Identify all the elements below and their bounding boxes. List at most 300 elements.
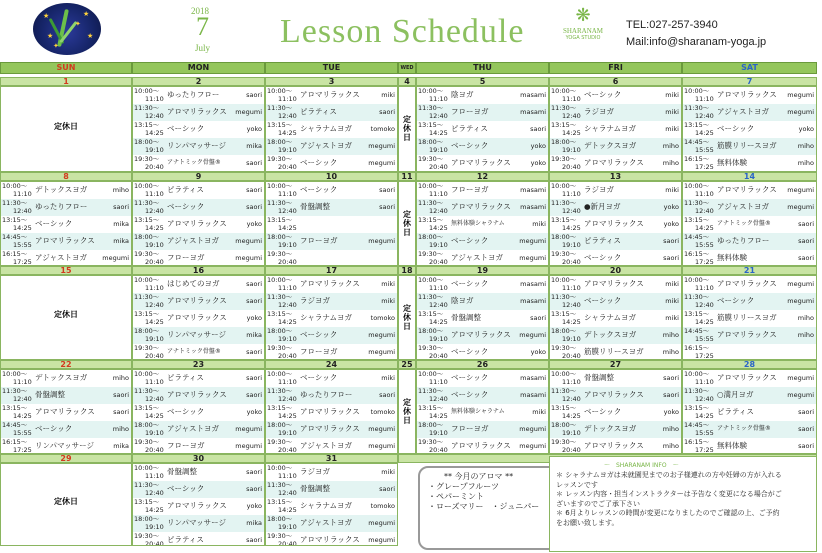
lesson-name: ベーシック: [35, 424, 73, 433]
end-time: 14:25: [278, 506, 297, 514]
lesson-row[interactable]: [1, 216, 131, 233]
end-time: 17:25: [695, 258, 714, 266]
closed-label: 定休日: [54, 497, 78, 507]
start-time: 18:00～: [551, 233, 577, 241]
lesson-name: アロマリラックス: [717, 185, 777, 194]
lesson-row[interactable]: [550, 438, 681, 454]
lesson-row[interactable]: [133, 344, 264, 360]
end-time: 15:55: [13, 429, 32, 437]
day-cell: [549, 369, 682, 454]
lesson-name: アロマリラックス: [451, 330, 511, 339]
instructor: miki: [665, 91, 679, 99]
start-time: 14:45～: [684, 233, 710, 241]
info-note: ＊ シャラナムヨガは未就園児までのお子様連れの方や妊婦の方が入れるレッスンです: [556, 471, 782, 489]
lesson-name: 陰ヨガ: [451, 296, 474, 305]
end-time: 12:40: [13, 395, 32, 403]
lesson-row[interactable]: [266, 370, 397, 387]
end-time: 12:40: [429, 207, 448, 215]
instructor: megumi: [235, 425, 262, 433]
instructor: saori: [246, 186, 262, 194]
lesson-row[interactable]: [266, 138, 397, 155]
end-time: 19:10: [145, 523, 164, 531]
lesson-row[interactable]: [266, 498, 397, 515]
lesson-name: アジャストヨガ: [300, 518, 353, 527]
lesson-row[interactable]: [133, 233, 264, 250]
lesson-row[interactable]: [133, 276, 264, 293]
lesson-row[interactable]: [417, 250, 548, 266]
lesson-row[interactable]: [550, 327, 681, 344]
closed-label: 定休日: [54, 121, 78, 131]
lesson-row[interactable]: [550, 155, 681, 172]
lesson-row[interactable]: [550, 104, 681, 121]
lesson-row[interactable]: [417, 182, 548, 199]
end-time: 11:10: [429, 190, 448, 198]
instructor: miki: [532, 220, 546, 228]
lesson-row[interactable]: [417, 155, 548, 172]
instructor: megumi: [787, 391, 814, 399]
lesson-row[interactable]: [550, 344, 681, 360]
instructor: masami: [520, 280, 546, 288]
end-time: 12:40: [278, 301, 297, 309]
start-time: 18:00～: [267, 233, 293, 241]
info-notes: [556, 471, 782, 528]
day-cell: [0, 86, 132, 172]
lesson-row[interactable]: [266, 404, 397, 421]
end-time: 11:10: [429, 378, 448, 386]
day-cell: [132, 86, 265, 172]
start-time: 18:00～: [134, 327, 160, 335]
instructor: miho: [797, 314, 814, 322]
lesson-row[interactable]: [683, 276, 816, 293]
lesson-row[interactable]: [1, 182, 131, 199]
lesson-row[interactable]: [266, 276, 397, 293]
lesson-row[interactable]: [1, 404, 131, 421]
end-time: 15:55: [695, 429, 714, 437]
lesson-name: アナトミック骨盤®: [167, 348, 221, 355]
start-time: 11:30～: [684, 199, 710, 207]
end-time: 14:25: [562, 129, 581, 137]
lesson-name: アロマリラックス: [584, 158, 644, 167]
lesson-row[interactable]: [1, 387, 131, 404]
lesson-row[interactable]: [133, 498, 264, 515]
lesson-row[interactable]: [133, 87, 264, 104]
closed-label: 定休日: [403, 115, 411, 142]
end-time: 19:10: [278, 146, 297, 154]
instructor: megumi: [368, 348, 395, 356]
date-number: 10: [265, 172, 398, 181]
start-time: 19:30～: [551, 344, 577, 352]
date-number: 3: [265, 77, 398, 86]
instructor: mika: [113, 237, 129, 245]
instructor: saori: [379, 186, 395, 194]
closed-label: 定休日: [403, 398, 411, 425]
lesson-name: アナトミック骨盤®: [717, 220, 771, 227]
start-time: 11:30～: [551, 104, 577, 112]
end-time: 19:10: [278, 241, 297, 249]
instructor: miho: [662, 159, 679, 167]
lesson-row[interactable]: [133, 138, 264, 155]
end-time: 12:40: [562, 112, 581, 120]
end-time: 12:40: [145, 207, 164, 215]
end-time: 14:25: [145, 412, 164, 420]
start-time: 19:30～: [418, 344, 444, 352]
lesson-row[interactable]: [266, 199, 397, 216]
lesson-row[interactable]: [550, 421, 681, 438]
date-number: 6: [549, 77, 682, 86]
lesson-row[interactable]: [683, 233, 816, 250]
end-time: 11:10: [278, 284, 297, 292]
date-number: 16: [132, 266, 265, 275]
lesson-name: 筋膜リリースヨガ: [717, 141, 777, 150]
lesson-row[interactable]: [683, 199, 816, 216]
lesson-name: ベーシック: [300, 330, 338, 339]
start-time: 13:15～: [551, 121, 577, 129]
start-time: 19:30～: [418, 250, 444, 258]
lesson-row[interactable]: [550, 216, 681, 233]
lesson-row[interactable]: [133, 182, 264, 199]
lesson-row[interactable]: [683, 421, 816, 438]
lesson-row[interactable]: [683, 155, 816, 172]
tanabata-logo-icon: ★ ★ ★ ★ ✦ ✦: [33, 3, 101, 55]
lesson-row[interactable]: [550, 310, 681, 327]
lesson-row[interactable]: [417, 87, 548, 104]
lesson-name: デトックスヨガ: [584, 141, 637, 150]
start-time: 13:15～: [267, 498, 293, 506]
lesson-row[interactable]: [683, 293, 816, 310]
lesson-row[interactable]: [133, 464, 264, 481]
day-header-sat: SAT: [682, 62, 817, 74]
start-time: 10:00～: [267, 464, 293, 472]
lesson-name: ベーシック: [167, 124, 205, 133]
lesson-row[interactable]: [683, 250, 816, 266]
lesson-row[interactable]: [417, 121, 548, 138]
lesson-row[interactable]: [417, 344, 548, 360]
lesson-row[interactable]: [417, 233, 548, 250]
instructor: saori: [246, 280, 262, 288]
lesson-row[interactable]: [417, 327, 548, 344]
lesson-name: リンパマッサージ: [167, 141, 227, 150]
start-time: 13:15～: [418, 121, 444, 129]
instructor: mika: [113, 442, 129, 450]
wednesday-closed: [398, 275, 416, 360]
lesson-row[interactable]: [133, 481, 264, 498]
start-time: 13:15～: [134, 310, 160, 318]
day-cell: [132, 463, 265, 546]
lesson-name: フローヨガ: [300, 347, 338, 356]
end-time: 11:10: [562, 378, 581, 386]
end-time: 12:40: [13, 207, 32, 215]
instructor: mika: [113, 220, 129, 228]
lesson-name: フローヨガ: [167, 441, 205, 450]
lesson-row[interactable]: [550, 121, 681, 138]
lesson-row[interactable]: [266, 387, 397, 404]
instructor: yoko: [246, 125, 262, 133]
end-time: 11:10: [278, 472, 297, 480]
instructor: tomoko: [370, 502, 395, 510]
end-time: 20:40: [145, 446, 164, 454]
end-time: 20:40: [562, 352, 581, 360]
lesson-row[interactable]: [417, 199, 548, 216]
instructor: megumi: [787, 108, 814, 116]
lesson-row[interactable]: [266, 310, 397, 327]
instructor: miho: [662, 142, 679, 150]
lesson-row[interactable]: [683, 404, 816, 421]
end-time: 14:25: [145, 129, 164, 137]
date-number: 30: [132, 454, 265, 463]
lesson-row[interactable]: [266, 182, 397, 199]
start-time: 13:15～: [134, 498, 160, 506]
lesson-row[interactable]: [683, 438, 816, 454]
lesson-row[interactable]: [1, 250, 131, 266]
date-number: 11: [398, 172, 416, 181]
start-time: 11:30～: [418, 387, 444, 395]
lesson-name: ベーシック: [167, 202, 205, 211]
instructor: miho: [662, 348, 679, 356]
lesson-row[interactable]: [133, 293, 264, 310]
end-time: 11:10: [562, 95, 581, 103]
start-time: 11:30～: [134, 199, 160, 207]
lesson-row[interactable]: [266, 532, 397, 546]
start-time: 18:00～: [267, 515, 293, 523]
lesson-row[interactable]: [683, 87, 816, 104]
lesson-row[interactable]: [550, 138, 681, 155]
start-time: 16:15～: [2, 438, 28, 446]
instructor: megumi: [235, 108, 262, 116]
instructor: saori: [379, 203, 395, 211]
lesson-row[interactable]: [550, 199, 681, 216]
brand-name: SHARANAM: [562, 27, 604, 35]
lesson-row[interactable]: [417, 138, 548, 155]
lesson-row[interactable]: [417, 310, 548, 327]
lesson-row[interactable]: [683, 104, 816, 121]
lesson-name: アロマリラックス: [300, 279, 360, 288]
lesson-name: アロマリラックス: [167, 219, 227, 228]
wednesday-closed: [398, 86, 416, 172]
lesson-row[interactable]: [417, 438, 548, 454]
lesson-row[interactable]: [266, 104, 397, 121]
day-cell: [416, 275, 549, 360]
date-number: 7: [682, 77, 817, 86]
start-time: 11:30～: [267, 481, 293, 489]
instructor: masami: [520, 391, 546, 399]
lesson-row[interactable]: [133, 250, 264, 266]
lesson-row[interactable]: [133, 216, 264, 233]
start-time: 18:00～: [134, 233, 160, 241]
lesson-row[interactable]: [266, 87, 397, 104]
instructor: yoko: [798, 125, 814, 133]
lesson-row[interactable]: [133, 121, 264, 138]
lesson-name: 無料体験シャラナム: [451, 408, 505, 415]
end-time: 11:10: [278, 190, 297, 198]
day-cell: [265, 181, 398, 266]
lesson-row[interactable]: [683, 182, 816, 199]
lesson-row[interactable]: [266, 121, 397, 138]
instructor: megumi: [102, 254, 129, 262]
start-time: 19:30～: [267, 344, 293, 352]
lesson-row[interactable]: [417, 421, 548, 438]
date-number: 23: [132, 360, 265, 369]
lesson-name: ベーシック: [717, 296, 755, 305]
start-time: 19:30～: [267, 250, 293, 258]
lesson-name: リンパマッサージ: [35, 441, 95, 450]
lesson-row[interactable]: [1, 233, 131, 250]
lesson-row[interactable]: [133, 327, 264, 344]
instructor: saori: [246, 391, 262, 399]
lesson-row[interactable]: [266, 515, 397, 532]
date-number: 31: [265, 454, 398, 463]
lesson-row[interactable]: [683, 387, 816, 404]
start-time: 19:30～: [551, 155, 577, 163]
instructor: megumi: [787, 91, 814, 99]
end-time: 20:40: [562, 258, 581, 266]
lesson-row[interactable]: [266, 155, 397, 172]
lesson-row[interactable]: [550, 404, 681, 421]
lesson-name: シャラナムヨガ: [300, 124, 352, 133]
lesson-row[interactable]: [417, 104, 548, 121]
lesson-name: デトックスヨガ: [584, 424, 637, 433]
end-time: 14:25: [429, 129, 448, 137]
start-time: 11:30～: [418, 104, 444, 112]
lesson-name: シャラナムヨガ: [300, 501, 352, 510]
lesson-row[interactable]: [417, 404, 548, 421]
lesson-row[interactable]: [550, 276, 681, 293]
instructor: megumi: [368, 159, 395, 167]
start-time: 11:30～: [134, 104, 160, 112]
lesson-row[interactable]: [133, 438, 264, 454]
lesson-name: ベーシック: [167, 407, 205, 416]
date-number: 5: [416, 77, 549, 86]
end-time: 19:10: [429, 146, 448, 154]
page-title: Lesson Schedule: [280, 13, 525, 50]
end-time: 11:10: [145, 95, 164, 103]
date-number: 21: [682, 266, 817, 275]
lesson-row[interactable]: [133, 155, 264, 172]
lesson-row[interactable]: [266, 293, 397, 310]
day-cell: [682, 275, 817, 360]
lesson-name: アロマリラックス: [167, 296, 227, 305]
lesson-row[interactable]: [133, 104, 264, 121]
lesson-row[interactable]: [1, 199, 131, 216]
month-name: July: [195, 43, 211, 53]
lesson-row[interactable]: [266, 233, 397, 250]
end-time: 14:25: [145, 224, 164, 232]
lesson-row[interactable]: [266, 216, 397, 233]
lesson-name: ピラティス: [300, 107, 337, 116]
lesson-row[interactable]: [550, 370, 681, 387]
lesson-name: デトックスヨガ: [584, 330, 637, 339]
end-time: 17:25: [695, 163, 714, 171]
start-time: 13:15～: [418, 310, 444, 318]
lesson-name: フローヨガ: [300, 236, 338, 245]
instructor: saori: [530, 125, 546, 133]
lesson-row[interactable]: [266, 481, 397, 498]
lesson-name: ピラティス: [167, 185, 204, 194]
day-cell: [0, 181, 132, 266]
start-time: 14:45～: [684, 138, 710, 146]
lesson-row[interactable]: [550, 182, 681, 199]
lesson-row[interactable]: [417, 276, 548, 293]
start-time: 13:15～: [684, 121, 710, 129]
start-time: 10:00～: [684, 182, 710, 190]
lesson-row[interactable]: [133, 515, 264, 532]
lesson-row[interactable]: [550, 233, 681, 250]
lesson-row[interactable]: [683, 344, 816, 360]
lesson-name: 無料体験: [717, 441, 747, 450]
lesson-row[interactable]: [683, 327, 816, 344]
day-header-mon: MON: [132, 62, 265, 74]
lesson-row[interactable]: [133, 199, 264, 216]
end-time: 11:10: [695, 284, 714, 292]
lesson-row[interactable]: [683, 310, 816, 327]
start-time: 18:00～: [551, 421, 577, 429]
start-time: 10:00～: [551, 370, 577, 378]
lesson-row[interactable]: [550, 387, 681, 404]
start-time: 16:15～: [2, 250, 28, 258]
lesson-row[interactable]: [266, 250, 397, 266]
lesson-row[interactable]: [417, 370, 548, 387]
instructor: miho: [112, 425, 129, 433]
instructor: saori: [663, 237, 679, 245]
lesson-row[interactable]: [133, 387, 264, 404]
lesson-row[interactable]: [1, 438, 131, 454]
lesson-row[interactable]: [133, 370, 264, 387]
instructor: miki: [381, 297, 395, 305]
lesson-row[interactable]: [133, 310, 264, 327]
lesson-row[interactable]: [133, 421, 264, 438]
lesson-row[interactable]: [1, 421, 131, 438]
start-time: 18:00～: [267, 327, 293, 335]
lesson-row[interactable]: [133, 532, 264, 546]
date-number: 9: [132, 172, 265, 181]
lesson-name: はじめてのヨガ: [167, 279, 220, 288]
instructor: saori: [246, 203, 262, 211]
contact-info: [626, 17, 766, 51]
closed-label: 定休日: [403, 210, 411, 237]
lesson-row[interactable]: [417, 293, 548, 310]
lesson-row[interactable]: [683, 138, 816, 155]
lesson-name: シャラナムヨガ: [584, 313, 636, 322]
lesson-row[interactable]: [1, 370, 131, 387]
date-number: 25: [398, 360, 416, 369]
start-time: 19:30～: [267, 155, 293, 163]
instructor: miki: [381, 280, 395, 288]
end-time: 12:40: [695, 207, 714, 215]
start-time: 11:30～: [134, 293, 160, 301]
lesson-row[interactable]: [417, 387, 548, 404]
lesson-row[interactable]: [683, 216, 816, 233]
start-time: 19:30～: [418, 155, 444, 163]
lesson-row[interactable]: [550, 250, 681, 266]
lesson-row[interactable]: [266, 344, 397, 360]
lesson-row[interactable]: [417, 216, 548, 233]
email[interactable]: Mail:info@sharanam-yoga.jp: [626, 36, 767, 48]
lesson-row[interactable]: [683, 370, 816, 387]
instructor: tomoko: [370, 125, 395, 133]
lesson-row[interactable]: [550, 293, 681, 310]
lesson-row[interactable]: [683, 121, 816, 138]
lesson-row[interactable]: [266, 421, 397, 438]
aroma-item: ・グレープフルーツ: [428, 482, 499, 491]
lesson-name: 骨盤調整: [451, 313, 481, 322]
lesson-row[interactable]: [133, 404, 264, 421]
instructor: megumi: [519, 425, 546, 433]
lesson-row[interactable]: [550, 87, 681, 104]
start-time: 11:30～: [267, 199, 293, 207]
lesson-name: ピラティス: [167, 535, 204, 544]
lesson-row[interactable]: [266, 327, 397, 344]
lesson-row[interactable]: [266, 464, 397, 481]
lesson-row[interactable]: [266, 438, 397, 454]
